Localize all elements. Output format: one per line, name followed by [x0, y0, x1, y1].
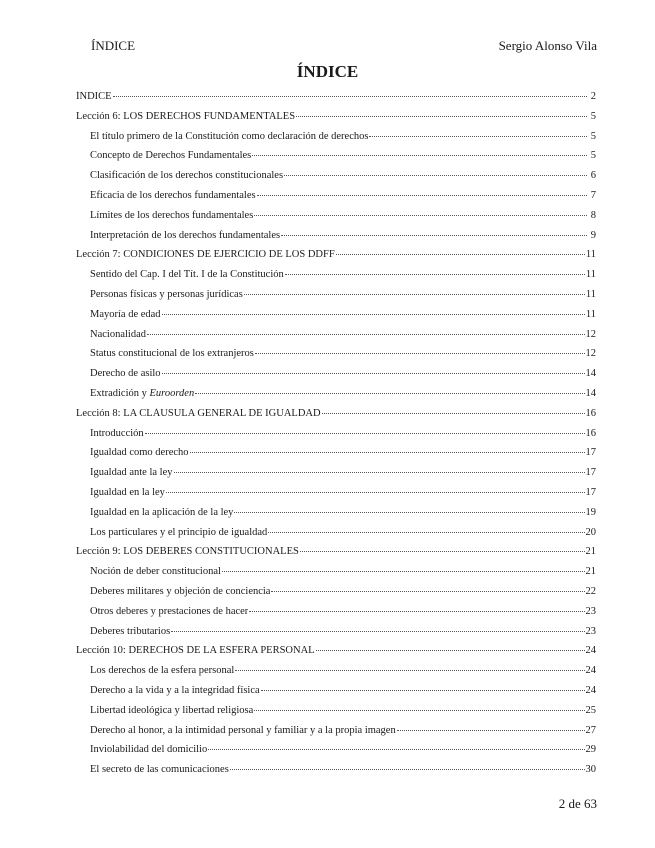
toc-subentry[interactable] [76, 705, 596, 725]
toc-entry-label: Deberes militares y objeción de conciencia [90, 585, 271, 597]
toc-subentry[interactable] [76, 210, 596, 230]
dot-leader [166, 492, 585, 493]
toc-page-number: 29 [585, 744, 596, 756]
toc-subentry[interactable] [76, 487, 596, 507]
toc-entry-label: Igualdad ante la ley [90, 467, 173, 479]
toc-subentry[interactable] [76, 744, 596, 764]
dot-leader [285, 274, 585, 275]
dot-leader [222, 571, 585, 572]
toc-entry-label: Los particulares y el principio de igualdad [90, 526, 268, 538]
toc-page-number: 17 [585, 447, 596, 459]
toc-entry-label: Status constitucional de los extranjeros [90, 348, 254, 360]
toc-subentry[interactable] [76, 507, 596, 527]
toc-entry-label: Sentido del Cap. I del Tít. I de la Constitución [90, 269, 284, 281]
toc-entry-label: ÍNDICE [76, 91, 112, 102]
toc-subentry[interactable] [76, 685, 596, 705]
toc-subentry[interactable] [76, 329, 596, 349]
toc-subentry[interactable] [76, 586, 596, 606]
dot-leader [255, 353, 585, 354]
page-number: 2 de 63 [558, 796, 597, 811]
dot-leader [145, 433, 585, 434]
page-title: ÍNDICE [296, 62, 359, 81]
toc-entry-label: Lección 9: LOS DEBERES CONSTITUCIONALES [76, 546, 299, 558]
toc-subentry[interactable] [76, 626, 596, 646]
toc-page-number: 6 [590, 170, 596, 182]
toc-subentry[interactable] [76, 467, 596, 487]
toc-page-number: 16 [585, 407, 596, 419]
toc-page-number: 23 [585, 625, 596, 637]
toc-page-number: 11 [585, 269, 596, 281]
toc-page-number: 5 [590, 150, 596, 162]
dot-leader [254, 710, 584, 711]
dot-leader [300, 551, 585, 552]
toc-entry-label: Otros deberes y prestaciones de hacer [90, 605, 249, 617]
toc-page-number: 17 [585, 486, 596, 498]
dot-leader [113, 96, 587, 97]
toc-entry-label: Derecho a la vida y a la integridad física [90, 684, 260, 696]
header-author: Sergio Alonso Vila [498, 38, 597, 53]
toc-entry-label: Igualdad como derecho [90, 447, 189, 459]
toc-entry-label: Extradición y Euroorden [90, 387, 195, 399]
toc-subentry[interactable] [76, 368, 596, 388]
toc-page-number: 24 [585, 665, 596, 677]
toc-page-number: 14 [585, 387, 596, 399]
toc-entry-label: Inviolabilidad del domicilio [90, 744, 208, 756]
dot-leader [261, 690, 585, 691]
toc-page-number: 2 [590, 91, 596, 102]
dot-leader [234, 512, 584, 513]
dot-leader [254, 215, 587, 216]
toc-entry-label: Lección 8: LA CLÁUSULA GENERAL DE IGUALDAD [76, 407, 321, 419]
dot-leader [195, 393, 584, 394]
toc-entry-label: Libertad ideológica y libertad religiosa [90, 704, 254, 716]
toc-entry-label: Nacionalidad [90, 328, 146, 340]
toc-page-number: 11 [585, 249, 596, 261]
dot-leader [257, 195, 587, 196]
toc-entry-label: Derecho de asilo [90, 368, 161, 380]
dot-leader [281, 235, 587, 236]
dot-leader [316, 650, 585, 651]
toc-subentry[interactable] [76, 269, 596, 289]
toc-page-number: 19 [585, 506, 596, 518]
toc-chapter-entry[interactable] [76, 91, 596, 111]
toc-entry-label: Igualdad en la ley [90, 486, 165, 498]
dot-leader [171, 631, 584, 632]
toc-page-number: 11 [585, 288, 596, 300]
dot-leader [336, 254, 585, 255]
dot-leader [284, 175, 587, 176]
dot-leader [249, 611, 584, 612]
toc-subentry[interactable] [76, 606, 596, 626]
toc-subentry[interactable] [76, 170, 596, 190]
toc-entry-label: Deberes tributarios [90, 625, 171, 637]
toc-subentry[interactable] [76, 131, 596, 151]
toc-entry-label: Clasificación de los derechos constitucionales [90, 170, 284, 182]
toc-entry-label: Igualdad en la aplicación de la ley [90, 506, 234, 518]
toc-page-number: 5 [590, 110, 596, 122]
dot-leader [397, 730, 585, 731]
toc-chapter-entry[interactable] [76, 546, 596, 566]
toc-page-number: 8 [590, 209, 596, 221]
toc-page-number: 30 [585, 764, 596, 776]
dot-leader [235, 670, 584, 671]
toc-entry-label: Lección 6: LOS DERECHOS FUNDAMENTALES [76, 110, 296, 122]
dot-leader [296, 116, 587, 117]
toc-page-number: 23 [585, 605, 596, 617]
toc-entry-label: El secreto de las comunicaciones [90, 764, 229, 776]
toc-page-number: 12 [585, 348, 596, 360]
toc-page-number: 12 [585, 328, 596, 340]
toc-subentry[interactable] [76, 348, 596, 368]
dot-leader [208, 749, 584, 750]
toc-page-number: 11 [585, 308, 596, 320]
toc-entry-label: Introducción [90, 427, 144, 439]
toc-page-number: 20 [585, 526, 596, 538]
toc-chapter-entry[interactable] [76, 249, 596, 269]
toc-subentry[interactable] [76, 665, 596, 685]
toc-subentry[interactable] [76, 309, 596, 329]
toc-entry-label: Concepto de Derechos Fundamentales [90, 150, 252, 162]
dot-leader [162, 314, 585, 315]
toc-page-number: 27 [585, 724, 596, 736]
page-header [91, 38, 597, 54]
toc-page-number: 9 [590, 229, 596, 241]
toc-page-number: 21 [585, 546, 596, 558]
toc-chapter-entry[interactable] [76, 645, 596, 665]
toc-subentry[interactable] [76, 764, 596, 784]
toc-entry-label: Derecho al honor, a la intimidad personal y familiar y a la propia imagen [90, 724, 396, 736]
toc-subentry[interactable] [76, 230, 596, 250]
toc-subentry[interactable] [76, 190, 596, 210]
dot-leader [268, 532, 584, 533]
dot-leader [271, 591, 584, 592]
toc-entry-label: Límites de los derechos fundamentales [90, 209, 254, 221]
toc-page-number: 7 [590, 189, 596, 201]
toc-entry-label: Eficacia de los derechos fundamentales [90, 189, 256, 201]
toc-entry-label: Personas físicas y personas jurídicas [90, 288, 243, 300]
dot-leader [174, 472, 585, 473]
toc-entry-label: Mayoría de edad [90, 308, 161, 320]
toc-subentry[interactable] [76, 447, 596, 467]
toc-subentry[interactable] [76, 566, 596, 586]
header-left-title: ÍNDICE [91, 38, 136, 53]
dot-leader [190, 452, 585, 453]
dot-leader [369, 136, 587, 137]
toc-page-number: 22 [585, 585, 596, 597]
toc-page-number: 17 [585, 467, 596, 479]
toc-subentry[interactable] [76, 150, 596, 170]
dot-leader [322, 413, 585, 414]
toc-page-number: 24 [585, 645, 596, 657]
toc-entry-label: Noción de deber constitucional [90, 566, 221, 578]
toc-entry-label: Lección 7: CONDICIONES DE EJERCICIO DE LOS DDFF [76, 249, 335, 261]
table-of-contents [76, 91, 596, 784]
dot-leader [230, 769, 585, 770]
toc-chapter-entry[interactable] [76, 111, 596, 131]
dot-leader [244, 294, 585, 295]
toc-entry-label: Los derechos de la esfera personal [90, 665, 235, 677]
toc-entry-label: Interpretación de los derechos fundamentales [90, 229, 281, 241]
toc-chapter-entry[interactable] [76, 408, 596, 428]
toc-page-number: 24 [585, 684, 596, 696]
dot-leader [162, 373, 585, 374]
toc-subentry[interactable] [76, 527, 596, 547]
dot-leader [252, 155, 587, 156]
toc-subentry[interactable] [76, 725, 596, 745]
toc-page-number: 5 [590, 130, 596, 142]
toc-page-number: 14 [585, 368, 596, 380]
toc-subentry[interactable] [76, 388, 596, 408]
toc-entry-label: Lección 10: DERECHOS DE LA ESFERA PERSONAL [76, 645, 315, 657]
toc-subentry[interactable] [76, 428, 596, 448]
toc-page-number: 21 [585, 566, 596, 578]
toc-subentry[interactable] [76, 289, 596, 309]
toc-entry-label: El título primero de la Constitución como declaración de derechos [90, 130, 369, 142]
toc-page-number: 25 [585, 704, 596, 716]
dot-leader [147, 334, 585, 335]
toc-page-number: 16 [585, 427, 596, 439]
